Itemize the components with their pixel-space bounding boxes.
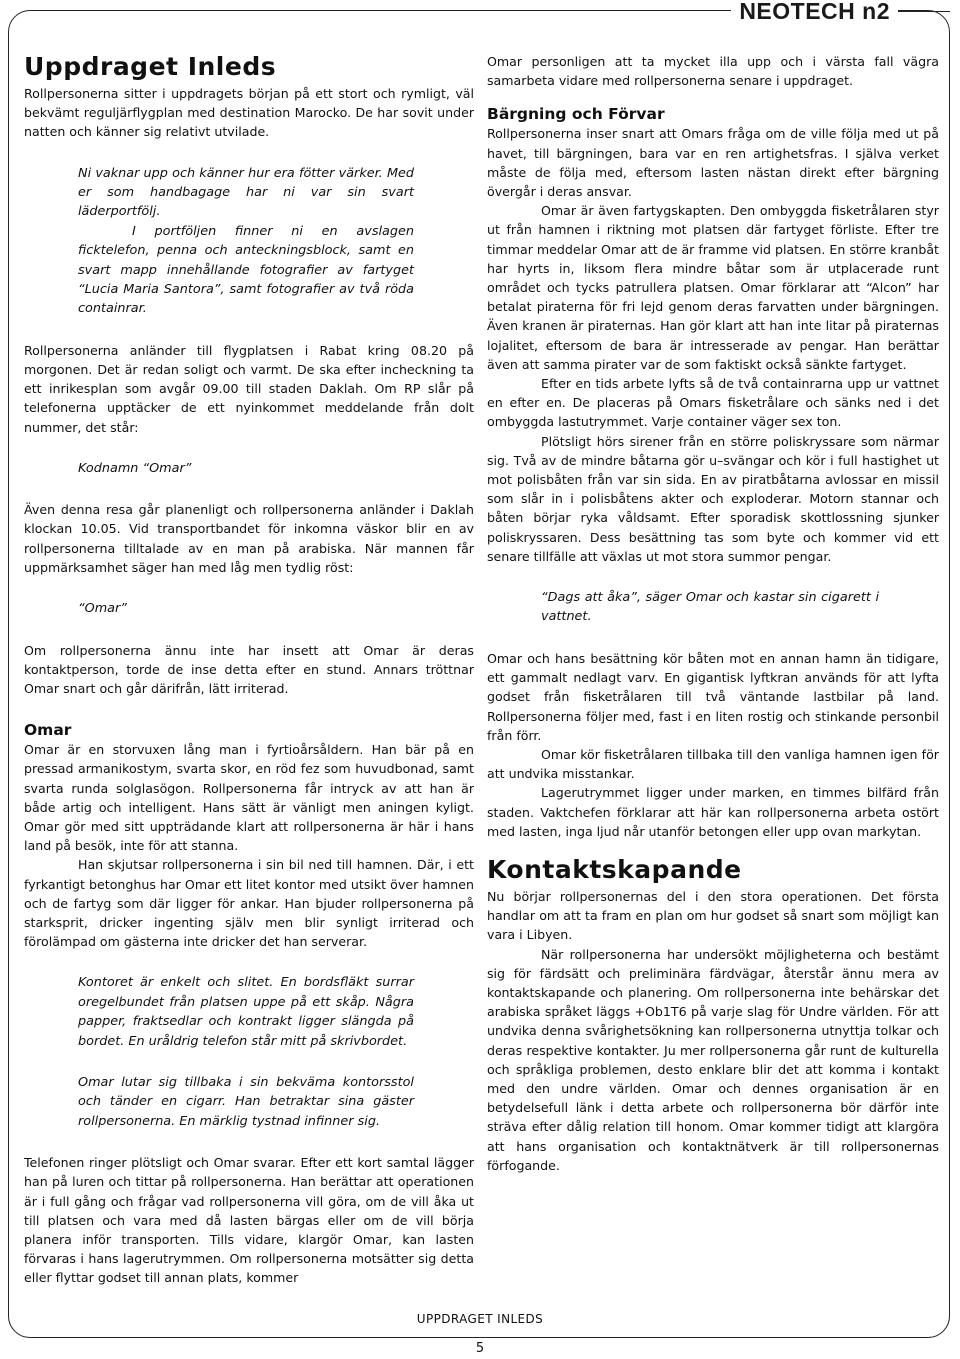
contact-body-paragraph: När rollpersonerna har undersökt möjligheterna och bestämt sig för färdsätt och preliminära färdvägar, återstår ännu mera av kontaktskapande och planering. Om rollpersonerna inte behärskar det arabiska språket läggs +Ob1T6 på varje slag för Undre världen. För att undvika denna svårighetsökning kan rollpersonerna utnyttja tolkar och deras respektive kontakter. Ju mer rollpersonerna går runt de kulturella och språkliga problemen, desto enklare blir det att komma i kontakt med den undre världen. Omar och dennes organisation är en betydelsefull länk i detta arbete och rollpersonerna bör därför inte sträva efter dålig relation till honom. Omar kommer tidigt att klargöra att hans organisation och kontaktnätverk är till rollpersonernas förfogande. xyxy=(487,946,939,1173)
section-heading-bargning: Bärgning och Förvar xyxy=(487,105,665,124)
page-number: 5 xyxy=(475,1341,485,1356)
publication-title: NEOTECH n2 xyxy=(731,0,898,24)
contact-paragraph: Om rollpersonerna ännu inte har insett att Omar är deras kontaktperson, torde de inse detta efter en stund. Annars tröttnar Omar snart och går därifrån, lätt irriterad. xyxy=(24,642,474,696)
read-aloud-omar xyxy=(78,599,414,618)
phone-paragraph: Telefonen ringer plötsligt och Omar svarar. Efter ett kort samtal lägger han på luren och tittar på rollpersonerna. Han berättar att operationen är i full gång och frågar vad rollpersonerna vill göra, om de vill åka ut till platsen och vara med då lasten bärgas eller om de vill börja planera inför transporten. Tills vidare, klargör Omar, kan lasten förvaras i hans lagerutrymmen. Om rollpersonerna motsätter sig detta eller flyttar godset till annan plats, kommer xyxy=(24,1155,474,1286)
section-heading-uppdraget: Uppdraget Inleds xyxy=(24,52,277,81)
read-aloud-departure xyxy=(541,588,879,627)
harbor-paragraph: Omar och hans besättning kör båten mot en annan hamn än tidigare, ett gammalt nedlagt varv. En gigantisk lyftkran används för att lyfta godset från fisketrålaren till två väntande lastbilar på land. Rollpersonerna följer med, fast i en liten rostig och stinkande personbil från förr. xyxy=(487,650,939,743)
read-aloud-codename xyxy=(78,459,414,478)
section-heading-kontakt: Kontaktskapande xyxy=(487,854,742,884)
harbor-paragraph: Lagerutrymmet ligger under marken, en timmes bilfärd från staden. Vaktchefen förklarar att här kan rollpersonerna arbeta ostört med lasten, inga ljud når utanför betongen eller upp ovan markytan. xyxy=(487,785,939,839)
left-column xyxy=(24,52,474,1288)
omar-office-paragraph: Han skjutsar rollpersonerna i sin bil ned till hamnen. Där, i ett fyrkantigt betonghus har Omar ett litet kontor med utsikt över hamnen och de fartyg som där ligger för ankar. Han bjuder rollpersonerna på starksprit, dricker ingenting själv men blir synligt irriterad och förolämpad om gästerna inte dricker det han serverar. xyxy=(24,857,474,950)
daklah-paragraph: Även denna resa går planenligt och rollpersonerna anländer i Daklah klockan 10.05. Vid transportbandet för inkomna väskor blir en av rollpersonerna tilltalade av en man på arabiska. När mannen får uppmärksamhet säger han med låg men tydlig röst: xyxy=(24,502,474,575)
continuation-paragraph: Omar personligen att ta mycket illa upp och i värsta fall vägra samarbeta vidare med rollpersonerna senare i uppdraget. xyxy=(487,54,939,89)
salvage-paragraph: Efter en tids arbete lyfts så de två containrarna upp ur vattnet en efter en. De placeras på Omars fisketrålare och sänks ned i det ombyggda lastutrymmet. Varje container väger sex ton. xyxy=(487,376,939,430)
read-aloud-office xyxy=(78,973,414,1131)
read-aloud-text: Omar lutar sig tillbaka i sin bekväma kontorsstol och tänder en cigarr. Han betraktar sina gäster rollpersonerna. En märklig tystnad infinner sig. xyxy=(78,1074,414,1129)
right-column xyxy=(487,52,939,1175)
arrival-paragraph: Rollpersonerna anländer till flygplatsen i Rabat kring 08.20 på morgonen. Det är redan soligt och varmt. De ska efter incheckning ta ett inrikesplan som avgår 09.00 till staden Daklah. Om RP slår på telefonerna upptäcker de ett nyinkommet meddelande från dolt nummer, det står: xyxy=(24,342,474,435)
read-aloud-text: Kontoret är enkelt och slitet. En bordsfläkt surrar oregelbundet från platsen uppe på ett skåp. Några papper, fraktsedlar och kontrakt ligger slängda på bordet. En uråldrig telefon står mitt på skrivbordet. xyxy=(78,975,414,1049)
footer-section-label xyxy=(0,1312,960,1326)
read-aloud-text: “Dags att åka”, säger Omar och kastar sin cigarett i vattnet. xyxy=(541,590,879,625)
read-aloud-wake xyxy=(78,164,414,319)
footer-section-text: UPPDRAGET INLEDS xyxy=(413,1312,547,1326)
read-aloud-text: I portföljen finner ni en avslagen ficktelefon, penna och anteckningsblock, samt en svart mapp innehållande fotografier av fartyget “Lucia Maria Santora”, samt fotografier av två röda containrar. xyxy=(78,223,414,317)
contact-intro-paragraph: Nu börjar rollpersonernas del i den stora operationen. Det första handlar om att ta fram en plan om hur godset så snart som möjligt kan vara i Libyen. xyxy=(487,888,939,943)
header-rule xyxy=(894,11,950,12)
omar-description: Omar är en storvuxen lång man i fyrtioårsåldern. Han bär på en pressad armanikostym, svarta skor, en röd fez som huvudbonad, samt svarta runda solglasögon. Rollpersonerna får intryck av att han är både artig och intelligent. Hans sätt är vänligt men aningen kyligt. Omar gör med sitt uppträdande klart att rollpersonerna är här i hans land på besök, inte för att stanna. xyxy=(24,742,474,854)
salvage-paragraph: Plötsligt hörs sirener från en större poliskryssare som närmar sig. Två av de mindre båtarna gör u–svängar och kör i full hastighet ut mot polisbåten från var sin sida. En av piratbåtarna avlossar en missil som slår in i polisbåtens akter och exploderar. Motorn stannar och båten börjar ryka våldsamt. Efter sporadisk skottlossning sjunker poliskryssaren. Dess besättning tas som byte och kommer vid ett senare tillfälle att växlas ut mot stora summor pengar. xyxy=(487,433,939,564)
salvage-paragraph: Omar är även fartygskapten. Den ombyggda fisketrålaren styr ut från hamnen i riktning mot platsen där fartyget förliste. Efter tre timmar meddelar Omar att de är framme vid platsen. En större kranbåt har hyrts in, liksom flera mindre båtar som är utplacerade runt området och tycks patrullera platsen. Omar förklarar att “Alcon” har betalat piraterna för fri lejd genom deras farvatten under bärgningen. Även kranen är piraternas. Han gör klart att han inte litar på piraternas lojalitet, eftersom de bara är intresserade av pengar. Han berättar även att samma pirater var de som faktiskt också sänkte fartyget. xyxy=(487,203,939,372)
intro-paragraph: Rollpersonerna sitter i uppdragets början på ett stort och rymligt, väl bekvämt reguljärflygplan med destination Marocko. De har sovit under natten och känner sig relativt utvilade. xyxy=(24,86,474,140)
section-heading-omar: Omar xyxy=(24,721,72,740)
read-aloud-text: Ni vaknar upp och känner hur era fötter värker. Med er som handbagage har ni var sin svart läderportfölj. xyxy=(78,165,414,220)
harbor-paragraph: Omar kör fisketrålaren tillbaka till den vanliga hamnen igen för att undvika misstankar. xyxy=(487,746,939,782)
read-aloud-text: “Omar” xyxy=(78,601,127,617)
read-aloud-text: Kodnamn “Omar” xyxy=(78,460,192,476)
salvage-paragraph: Rollpersonerna inser snart att Omars fråga om de ville följa med ut på havet, till bärgningen, bara var en ren artighetsfras. I själva verket måste de följa med, eftersom lasten nästan direkt efter bärgning övergår i deras ansvar. xyxy=(487,126,939,200)
